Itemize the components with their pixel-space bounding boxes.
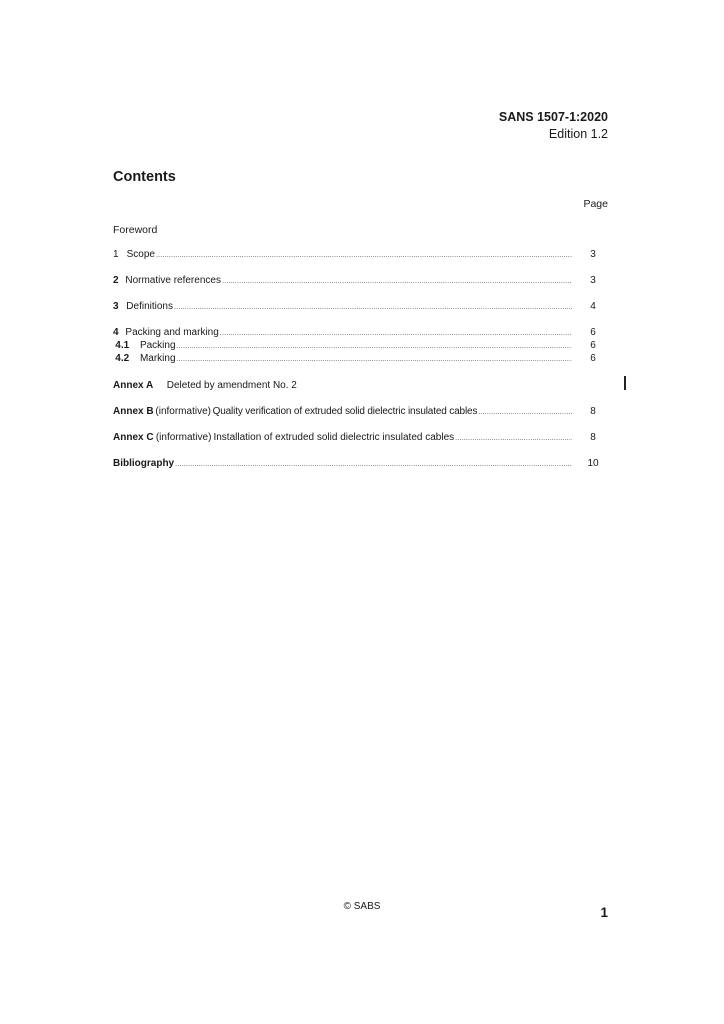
dot-leader <box>175 458 572 472</box>
toc-page: 6 <box>590 340 596 351</box>
dot-leader <box>222 275 572 289</box>
copyright-notice: © SABS <box>343 901 381 912</box>
toc-page: 10 <box>587 458 599 469</box>
dot-leader <box>174 301 572 315</box>
toc-label: Marking <box>139 353 176 364</box>
toc-entry-packing-and-marking[interactable] <box>113 326 572 340</box>
dot-leader <box>478 406 572 420</box>
annex-type: (informative) <box>155 406 211 417</box>
toc-entry-definitions[interactable] <box>113 300 572 314</box>
dot-leader <box>455 432 572 446</box>
toc-entry-annex-c[interactable] <box>113 431 572 445</box>
annex-key: Annex C <box>113 432 154 443</box>
toc-entry-annex-b[interactable] <box>113 405 572 419</box>
toc-number: 4.1 <box>115 340 130 351</box>
annex-key: Annex B <box>113 406 154 417</box>
toc-label: Definitions <box>126 301 173 312</box>
toc-entry-marking[interactable] <box>113 352 572 366</box>
annex-title: Quality verification of extruded solid dielectric insulated cables <box>212 406 478 417</box>
dot-leader <box>177 353 572 367</box>
edition-label: Edition 1.2 <box>548 127 608 141</box>
toc-label: Normative references <box>125 275 221 286</box>
annex-type: (informative) <box>155 432 212 443</box>
page-number: 1 <box>600 905 608 920</box>
toc-entry-packing[interactable] <box>113 339 572 353</box>
toc-label: Packing <box>139 340 176 351</box>
toc-page: 3 <box>590 275 596 286</box>
toc-number: 1 <box>113 249 119 260</box>
toc-page: 6 <box>590 327 596 338</box>
toc-page: 8 <box>590 406 596 417</box>
page-column-label: Page <box>583 198 608 210</box>
toc-number: 4 <box>113 327 119 338</box>
toc-label: Scope <box>126 249 155 260</box>
toc-page: 6 <box>590 353 596 364</box>
contents-heading: Contents <box>113 169 176 185</box>
amendment-change-bar <box>624 376 626 390</box>
toc-entry-normative-references[interactable] <box>113 274 572 288</box>
toc-page: 3 <box>590 249 596 260</box>
toc-entry-scope[interactable] <box>113 248 572 262</box>
toc-page: 4 <box>590 301 596 312</box>
toc-label: Packing and marking <box>125 327 219 338</box>
toc-number: 2 <box>113 275 119 286</box>
toc-entry-bibliography[interactable] <box>113 457 572 471</box>
toc-page: 8 <box>590 432 596 443</box>
annex-key: Annex A <box>113 380 154 391</box>
toc-number: 3 <box>113 301 119 312</box>
annex-title: Installation of extruded solid dielectric insulated cables <box>213 432 455 443</box>
toc-label: Bibliography <box>113 458 175 469</box>
toc-foreword[interactable]: Foreword <box>113 224 158 236</box>
annex-title: Deleted by amendment No. 2 <box>166 380 297 391</box>
document-id: SANS 1507-1:2020 <box>498 110 608 124</box>
toc-number: 4.2 <box>115 353 130 364</box>
dot-leader <box>156 249 572 263</box>
toc-entry-annex-a[interactable] <box>113 379 297 393</box>
